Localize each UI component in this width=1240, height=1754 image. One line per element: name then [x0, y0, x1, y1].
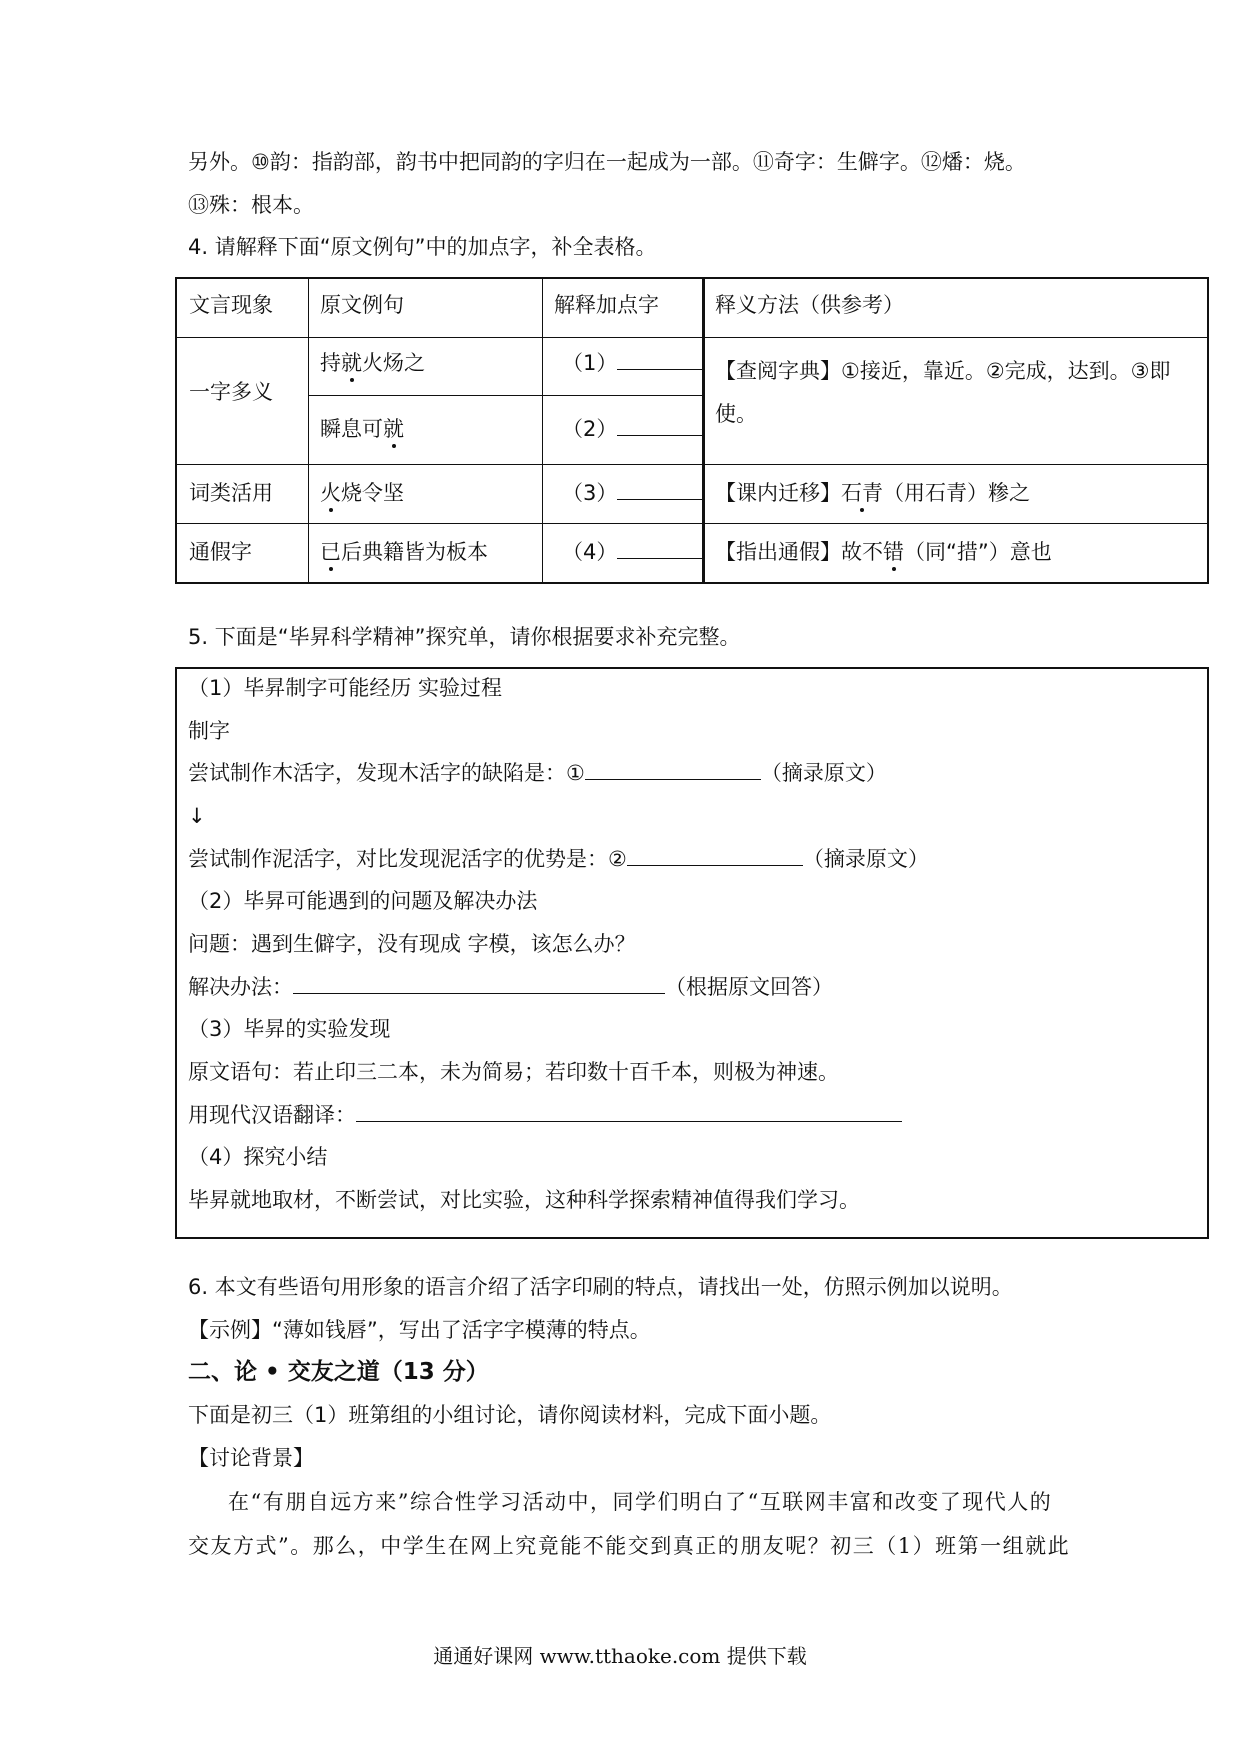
phenomenon-interchangeable: 通假字	[189, 540, 252, 564]
inquiry-section-3-title: （3）毕昇的实验发现	[188, 1017, 391, 1041]
answer-blank-3[interactable]: （3）	[562, 478, 705, 508]
question-6-example: 【示例】“薄如钱唇”，写出了活字字模薄的特点。	[188, 1318, 651, 1342]
dotted-char: 错	[883, 540, 904, 564]
method-dictionary-line-2: 使。	[715, 402, 757, 426]
method-transfer: 【课内迁移】石青（用石青）糁之	[715, 481, 1030, 505]
inquiry-solution: 解决办法： （根据原文回答）	[188, 975, 833, 999]
question-6-prompt: 6. 本文有些语句用形象的语言介绍了活字印刷的特点，请找出一处，仿照示例加以说明。	[188, 1275, 1013, 1299]
dotted-char: 就	[383, 417, 404, 441]
phenomenon-polysemy: 一字多义	[189, 380, 273, 404]
answer-blank-1[interactable]: （1）	[562, 348, 705, 378]
answer-blank-clay[interactable]	[627, 845, 803, 866]
inquiry-label-make: 制字	[188, 719, 230, 743]
section-2-heading: 二、论 • 交友之道（13 分）	[188, 1359, 489, 1385]
answer-blank-translation[interactable]	[356, 1101, 902, 1122]
table-header-explain: 解释加点字	[554, 293, 659, 317]
dotted-char: 石青	[841, 481, 883, 505]
note-line-2: ⑬殊：根本。	[188, 193, 314, 217]
dotted-char: 已	[320, 540, 341, 564]
answer-blank-wood[interactable]	[585, 759, 761, 780]
dotted-char: 就	[341, 351, 362, 375]
answer-blank-solution[interactable]	[293, 973, 665, 994]
inquiry-summary: 毕昇就地取材，不断尝试，对比实验，这种科学探索精神值得我们学习。	[188, 1188, 860, 1212]
wood-type-defect: 尝试制作木活字，发现木活字的缺陷是：① （摘录原文）	[188, 761, 887, 785]
page-footer: 通通好课网 www.tthaoke.com 提供下载	[433, 1644, 807, 1668]
question-4-prompt: 4. 请解释下面“原文例句”中的加点字，补全表格。	[188, 235, 657, 259]
discussion-background-label: 【讨论背景】	[188, 1446, 314, 1470]
example-sentence-2: 瞬息可就	[320, 417, 404, 441]
table-col-divider	[542, 279, 543, 582]
inquiry-translation: 用现代汉语翻译：	[188, 1100, 902, 1130]
down-arrow-icon: ↓	[188, 804, 206, 828]
example-sentence-3: 火烧令坚	[320, 481, 404, 505]
table-header-phenomenon: 文言现象	[189, 293, 273, 317]
table-header-example: 原文例句	[320, 293, 404, 317]
section-2-intro: 下面是初三（1）班第组的小组讨论，请你阅读材料，完成下面小题。	[188, 1403, 832, 1427]
table-col-divider	[308, 279, 309, 582]
question-4-table	[175, 277, 1209, 584]
example-sentence-4: 已后典籍皆为板本	[320, 540, 488, 564]
table-row-divider	[177, 523, 1207, 524]
discussion-background-line-2: 交友方式”。那么，中学生在网上究竟能不能交到真正的朋友呢？初三（1）班第一组就此	[188, 1534, 1071, 1558]
note-line-1: 另外。⑩韵：指韵部，韵书中把同韵的字归在一起成为一部。⑪奇字：生僻字。⑫燔：烧。	[188, 150, 1026, 174]
discussion-background-line-1: 在“有朋自远方来”综合性学习活动中，同学们明白了“互联网丰富和改变了现代人的	[228, 1490, 1053, 1514]
inquiry-section-4-title: （4）探究小结	[188, 1145, 328, 1169]
example-sentence-1: 持就火炀之	[320, 351, 425, 375]
answer-blank-4[interactable]: （4）	[562, 537, 705, 567]
inquiry-section-1-title: （1）毕昇制字可能经历 实验过程	[188, 676, 503, 700]
inquiry-problem: 问题：遇到生僻字，没有现成 字模，该怎么办？	[188, 932, 636, 956]
clay-type-advantage: 尝试制作泥活字，对比发现泥活字的优势是：② （摘录原文）	[188, 847, 929, 871]
question-5-prompt: 5. 下面是“毕昇科学精神”探究单，请你根据要求补充完整。	[188, 625, 741, 649]
method-dictionary-line-1: 【查阅字典】①接近，靠近。②完成，达到。③即	[715, 359, 1171, 383]
table-header-method: 释义方法（供参考）	[715, 293, 904, 317]
dotted-char: 火	[320, 481, 341, 505]
inquiry-section-2-title: （2）毕昇可能遇到的问题及解决办法	[188, 889, 538, 913]
table-row-divider	[177, 464, 1207, 465]
table-row-divider	[177, 337, 1207, 338]
answer-blank-2[interactable]: （2）	[562, 414, 705, 444]
inquiry-source-sentence: 原文语句：若止印三二本，未为简易；若印数十百千本，则极为神速。	[188, 1060, 839, 1084]
method-interchange: 【指出通假】故不错（同“措”）意也	[715, 540, 1052, 564]
phenomenon-word-class: 词类活用	[189, 481, 273, 505]
table-row-divider	[308, 395, 702, 396]
